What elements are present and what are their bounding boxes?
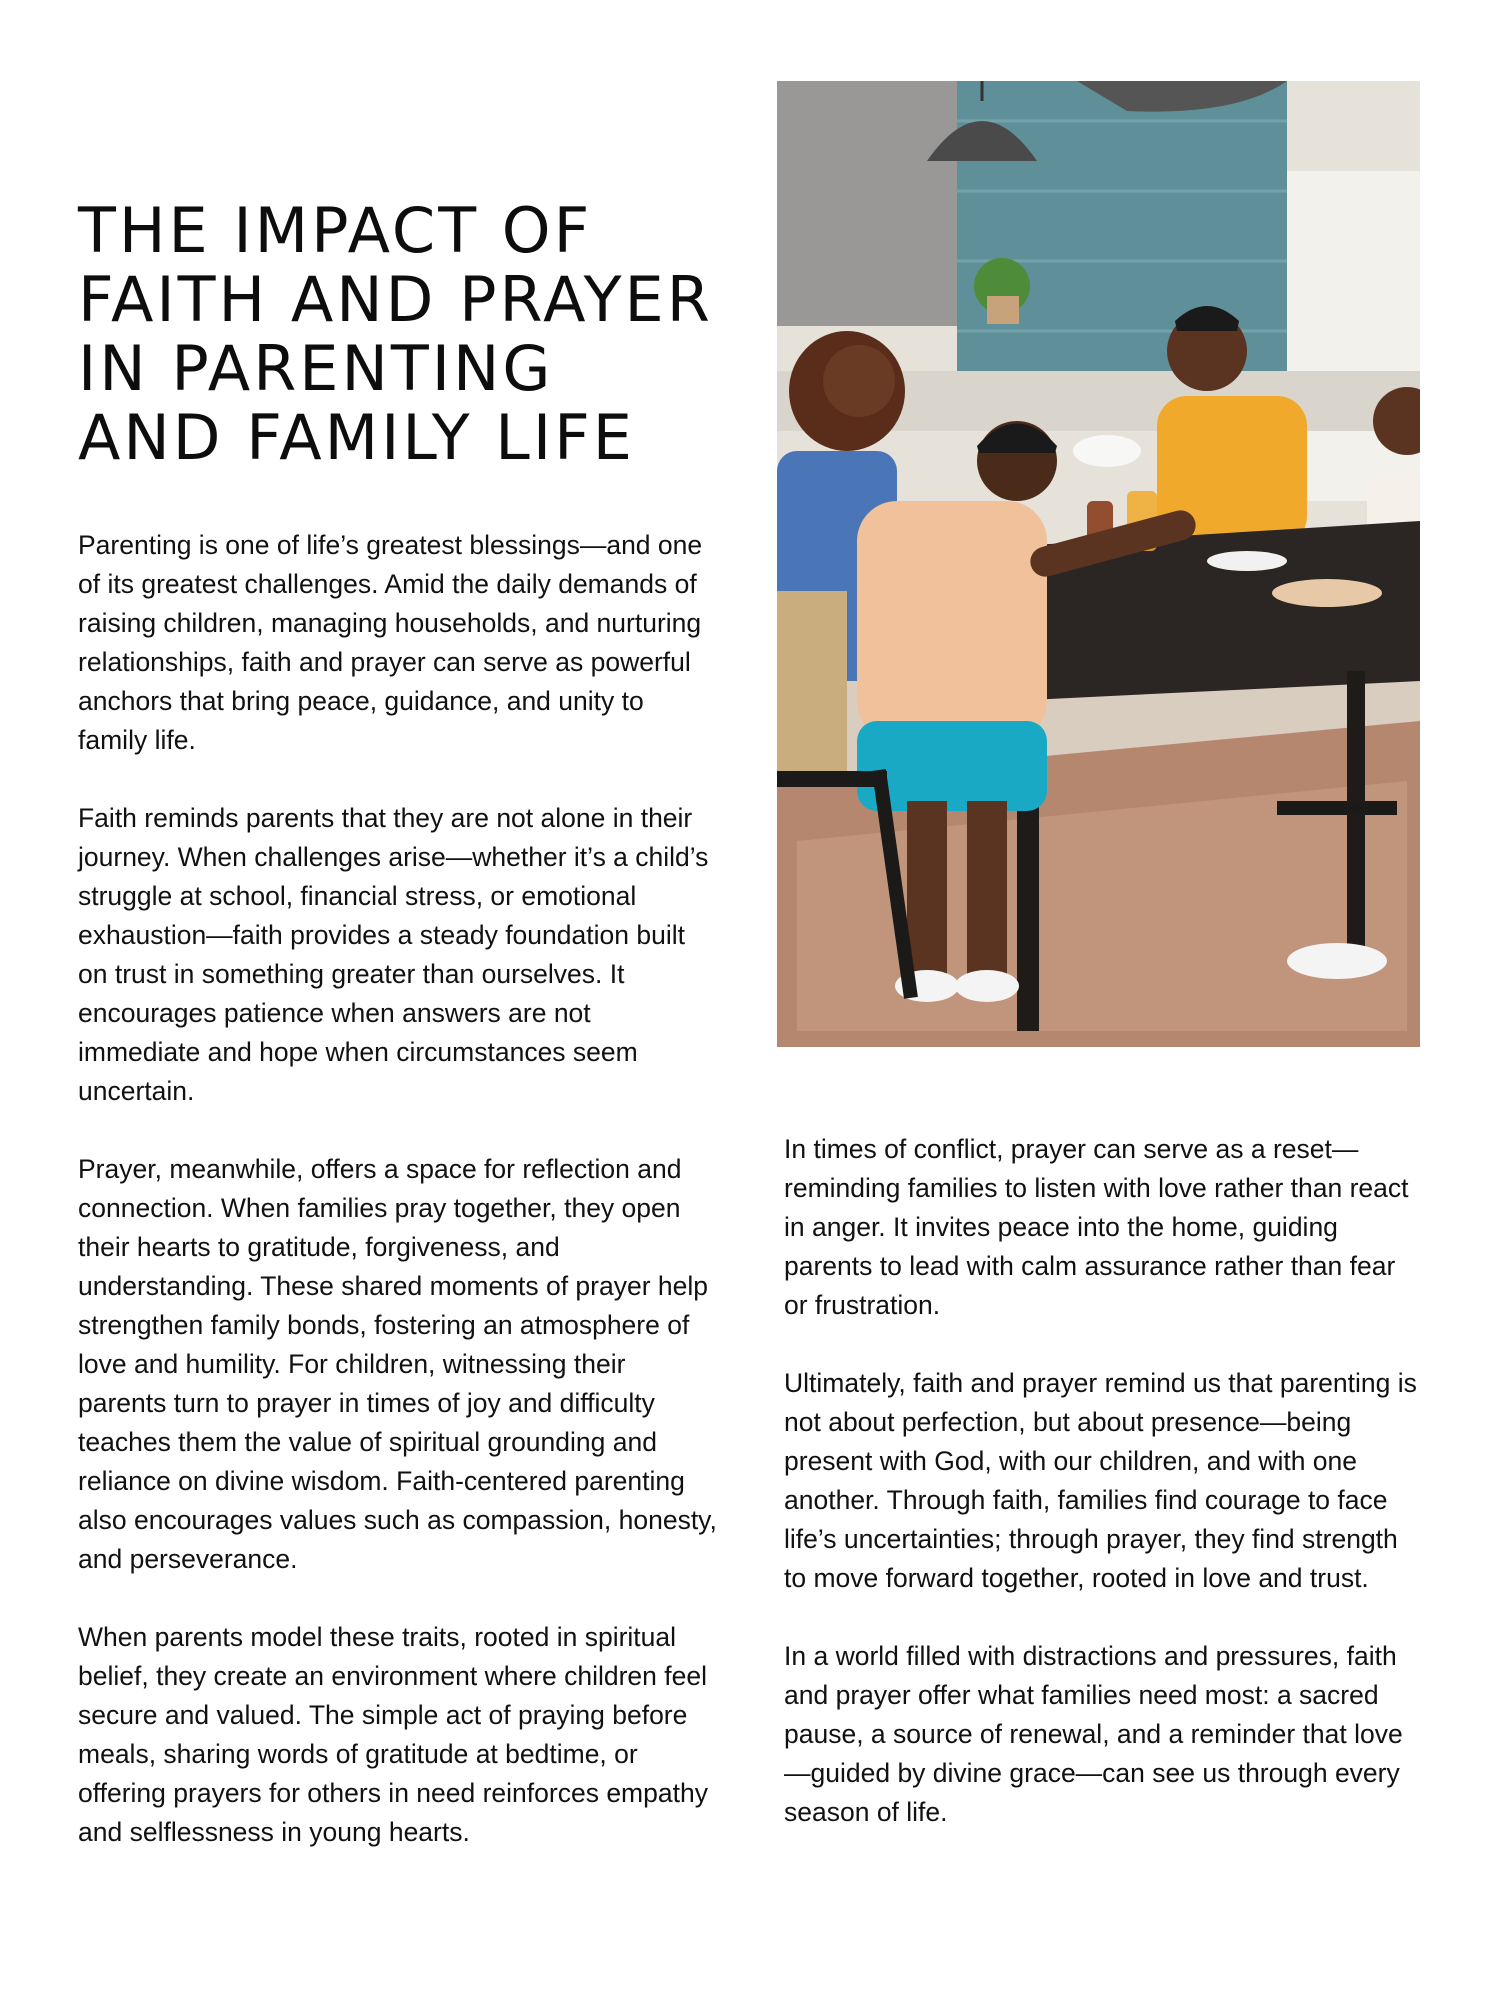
body-paragraph: When parents model these traits, rooted in spiritual belief, they create an environment where children feel secure and valued. The simple act of praying before meals, sharing words of gratitude at bedtime, or offering prayers for others in need reinforces empathy and selflessness in young hearts. [78,1622,708,1847]
title-line: THE IMPACT OF [78,194,593,267]
body-paragraph: In times of conflict, prayer can serve as a reset—reminding families to listen with love rather than react in anger. It invites peace into the home, guiding parents to lead with calm assurance rather than fear or frustration. [784,1134,1409,1320]
body-paragraph: Faith reminds parents that they are not alone in their journey. When challenges arise—whether it’s a child’s struggle at school, financial stress, or emotional exhaustion—faith provides a steady foundation built on trust in something greater than ourselves. It encourages patience when answers are not immediate and hope when circumstances seem uncertain. [78,803,709,1106]
title-line: IN PARENTING [78,332,554,405]
family-praying-photo [777,81,1420,1047]
body-paragraph: Parenting is one of life’s greatest blessings—and one of its greatest challenges. Amid the daily demands of raising children, managing households, and nurturing relationships, faith and prayer can serve as powerful anchors that bring peace, guidance, and unity to family life. [78,530,703,755]
title-line: FAITH AND PRAYER [78,263,713,336]
body-paragraph: In a world filled with distractions and pressures, faith and prayer offer what families need most: a sacred pause, a source of renewal, and a reminder that love—guided by divine grace—can see us through every season of life. [784,1641,1403,1827]
body-paragraph: Prayer, meanwhile, offers a space for reflection and connection. When families pray together, they open their hearts to gratitude, forgiveness, and understanding. These shared moments of prayer help strengthen family bonds, fostering an atmosphere of love and humility. For children, witnessing their parents turn to prayer in times of joy and difficulty teaches them the value of spiritual grounding and reliance on divine wisdom. Faith-centered parenting also encourages values such as compassion, honesty, and perseverance. [78,1154,717,1574]
body-paragraph: Ultimately, faith and prayer remind us that parenting is not about perfection, but about presence—being present with God, with our children, and with one another. Through faith, families find courage to face life’s uncertainties; through prayer, they find strength to move forward together, rooted in love and trust. [784,1368,1417,1593]
title-line: AND FAMILY LIFE [78,401,635,474]
left-column [78,526,718,1891]
right-column [784,1130,1424,1871]
family-praying-illustration [777,81,1420,1047]
article-title [78,196,758,472]
